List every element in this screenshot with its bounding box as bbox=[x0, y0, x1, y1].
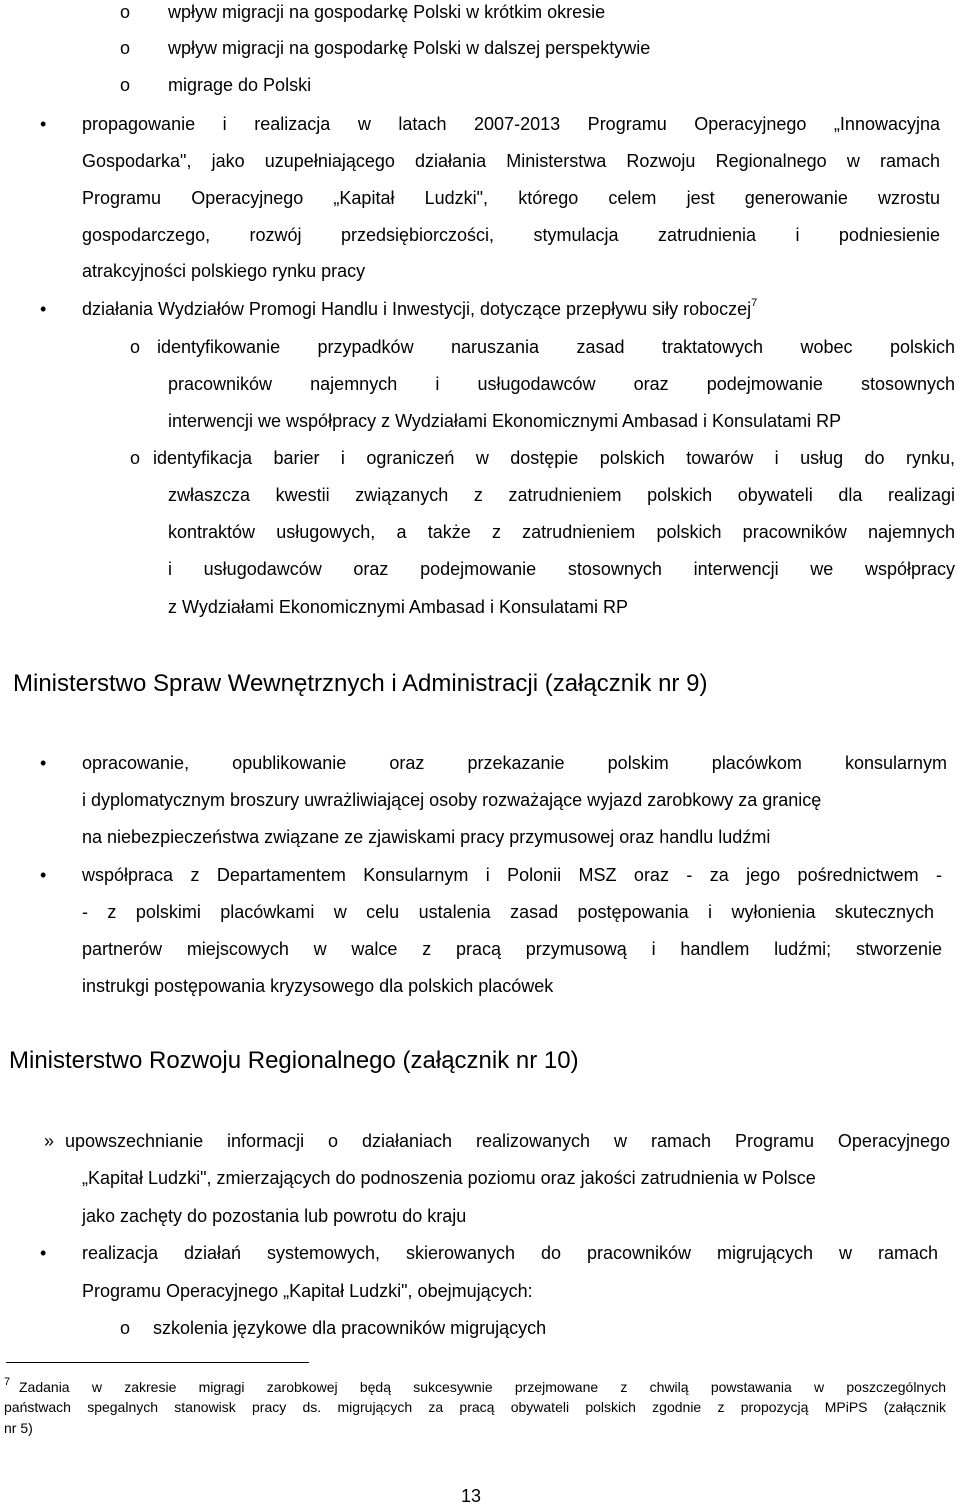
section-heading: Ministerstwo Spraw Wewnętrznych i Administracji (załącznik nr 9) bbox=[13, 670, 708, 697]
paragraph-line bbox=[82, 298, 757, 320]
list-marker: o bbox=[120, 38, 131, 58]
list-marker: o bbox=[130, 337, 141, 357]
footnote-ref: 7 bbox=[751, 297, 758, 309]
paragraph-line: - z polskimi placówkami w celu ustalenia zasad postępowania i wyłonienia skutecznych bbox=[82, 902, 934, 922]
footnote-line: nr 5) bbox=[4, 1420, 33, 1436]
paragraph-line: „Kapitał Ludzki", zmierzających do podnoszenia poziomu oraz jakości zatrudnienia w Polsce bbox=[82, 1168, 816, 1188]
list-marker: o bbox=[120, 75, 131, 95]
paragraph-line: identyfikacja barier i ograniczeń w dostępie polskich towarów i usług do rynku, bbox=[153, 448, 955, 468]
paragraph-line: gospodarczego, rozwój przedsiębiorczości, stymulacja zatrudnienia i podniesienie bbox=[82, 225, 940, 245]
paragraph-line: opracowanie, opublikowanie oraz przekazanie polskim placówkom konsularnym bbox=[82, 753, 947, 773]
paragraph-line: Gospodarka", jako uzupełniającego działania Ministerstwa Rozwoju Regionalnego w ramach bbox=[82, 151, 940, 171]
list-item: wpływ migracji na gospodarkę Polski w krótkim okresie bbox=[168, 2, 606, 22]
footnote-line: państwach spegalnych stanowisk pracy ds. migrujących za pracą obywateli polskich zgodnie z propozycją MPiPS (załącznik bbox=[4, 1399, 946, 1415]
bullet-marker: • bbox=[40, 1243, 47, 1263]
paragraph-line: propagowanie i realizacja w latach 2007-2013 Programu Operacyjnego „Innowacyjna bbox=[82, 114, 940, 134]
paragraph-line: kontraktów usługowych, a także z zatrudnieniem polskich pracowników najemnych bbox=[168, 522, 955, 542]
footnote-number: 7 bbox=[4, 1376, 11, 1388]
list-item: szkolenia językowe dla pracowników migrujących bbox=[153, 1318, 547, 1338]
paragraph-line: instrukgi postępowania kryzysowego dla polskich placówek bbox=[82, 976, 554, 996]
paragraph-line: i dyplomatycznym broszury uwrażliwiającej osoby rozważające wyjazd zarobkowy za granicę bbox=[82, 790, 822, 810]
paragraph-line: interwencji we współpracy z Wydziałami Ekonomicznymi Ambasad i Konsulatami RP bbox=[168, 411, 842, 431]
paragraph-line: upowszechnianie informacji o działaniach realizowanych w ramach Programu Operacyjnego bbox=[65, 1131, 950, 1151]
paragraph-line: i usługodawców oraz podejmowanie stosownych interwencji we współpracy bbox=[168, 559, 955, 579]
list-marker: » bbox=[44, 1131, 55, 1151]
list-item: wpływ migracji na gospodarkę Polski w dalszej perspektywie bbox=[168, 38, 651, 58]
paragraph-line: atrakcyjności polskiego rynku pracy bbox=[82, 261, 366, 281]
list-item: migrage do Polski bbox=[168, 75, 312, 95]
bullet-text: działania Wydziałów Promogi Handlu i Inwestycji, dotyczące przepływu siły roboczej bbox=[82, 299, 752, 319]
paragraph-line: jako zachęty do pozostania lub powrotu do kraju bbox=[82, 1206, 467, 1226]
section-heading: Ministerstwo Rozwoju Regionalnego (załącznik nr 10) bbox=[9, 1047, 579, 1074]
footnote-separator bbox=[6, 1362, 309, 1363]
list-marker: o bbox=[130, 448, 141, 468]
bullet-marker: • bbox=[40, 114, 47, 134]
bullet-marker: • bbox=[40, 865, 47, 885]
paragraph-line: identyfikowanie przypadków naruszania zasad traktatowych wobec polskich bbox=[157, 337, 955, 357]
paragraph-line: zwłaszcza kwestii związanych z zatrudnieniem polskich obywateli dla realizagi bbox=[168, 485, 955, 505]
paragraph-line: Programu Operacyjnego „Kapitał Ludzki", obejmujących: bbox=[82, 1281, 533, 1301]
paragraph-line: pracowników najemnych i usługodawców oraz podejmowanie stosownych bbox=[168, 374, 955, 394]
paragraph-line: z Wydziałami Ekonomicznymi Ambasad i Konsulatami RP bbox=[168, 597, 629, 617]
page-number: 13 bbox=[461, 1486, 482, 1506]
paragraph-line: współpraca z Departamentem Konsularnym i Polonii MSZ oraz - za jego pośrednictwem - bbox=[82, 865, 942, 885]
bullet-marker: • bbox=[40, 299, 47, 319]
paragraph-line: na niebezpieczeństwa związane ze zjawiskami pracy przymusowej oraz handlu ludźmi bbox=[82, 827, 771, 847]
paragraph-line: partnerów miejscowych w walce z pracą przymusową i handlem ludźmi; stworzenie bbox=[82, 939, 942, 959]
paragraph-line: realizacja działań systemowych, skierowanych do pracowników migrujących w ramach bbox=[82, 1243, 938, 1263]
list-marker: o bbox=[120, 1318, 131, 1338]
paragraph-line: Programu Operacyjnego „Kapitał Ludzki", którego celem jest generowanie wzrostu bbox=[82, 188, 940, 208]
bullet-marker: • bbox=[40, 753, 47, 773]
list-marker: o bbox=[120, 2, 131, 22]
footnote-line: Zadania w zakresie migragi zarobkowej będą sukcesywnie przejmowane z chwilą powstawania w poszczególnych bbox=[19, 1379, 946, 1395]
